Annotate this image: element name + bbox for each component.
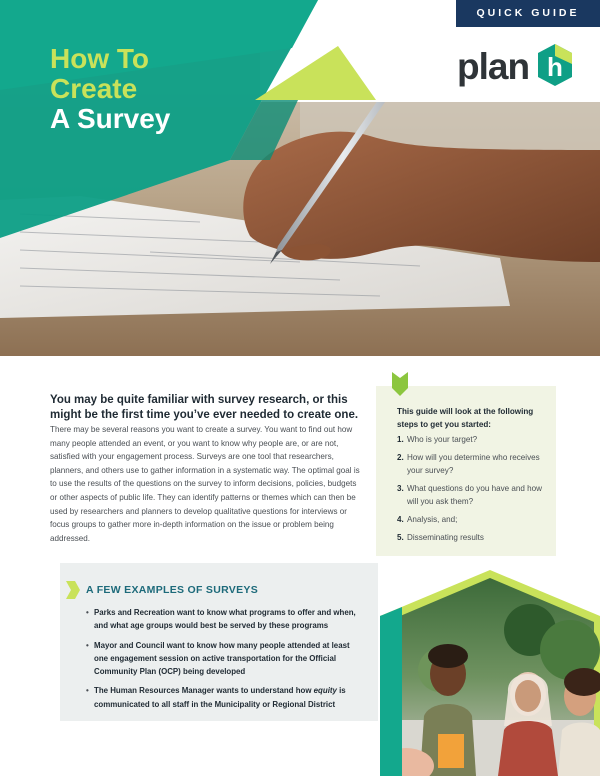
examples-heading: A FEW EXAMPLES OF SURVEYS — [86, 584, 259, 596]
title-line-3: A Survey — [50, 103, 171, 134]
chevron-right-icon — [66, 581, 80, 599]
example-text-end: is communicated to all staff in the Municipality or Regional District — [94, 686, 346, 709]
step-text: Who is your target? — [407, 435, 478, 444]
example-item — [86, 684, 356, 711]
step-number: 1. — [397, 435, 404, 444]
step-item — [397, 482, 547, 508]
steps-heading: This guide will look at the following steps to get you started: — [397, 407, 534, 429]
examples-list — [86, 606, 356, 717]
step-number: 3. — [397, 484, 404, 493]
page-title — [50, 44, 170, 134]
step-item — [397, 531, 547, 544]
step-text: How will you determine who receives your survey? — [407, 453, 540, 475]
quick-guide-badge: QUICK GUIDE — [456, 0, 600, 27]
chevron-down-icon — [392, 372, 408, 396]
people-photo — [380, 570, 600, 776]
title-line-1: How To — [50, 43, 150, 74]
step-text: What questions do you have and how will you ask them? — [407, 484, 542, 506]
intro-body: There may be several reasons you want to create a survey. You want to find out how many people attended an event, or you want to know why people are, or are not, satisfied with your engagement process. Surveys are one tool that researchers, planners, and others use to gather information in a systematic way. The optimal goal is to use the results of the questions on the survey to inform decisions, policies, budgets or other aspects of public life. They can identify patterns or themes which can then be used by researchers and planners to develop qualitative questions for interviews or focus groups to gather more in-depth information on the issue or problem being addressed. — [50, 425, 360, 543]
step-number: 5. — [397, 533, 404, 542]
intro-heading: You may be quite familiar with survey research, or this might be the first time you’ve ever needed to create one. — [50, 394, 359, 421]
example-item: • Mayor and Council want to know how many people attended at least one engagement session on active transportation for the Official Community Plan (OCP) being developed — [86, 639, 356, 679]
title-line-2: Create — [50, 73, 138, 104]
step-text: Disseminating results — [407, 533, 484, 542]
step-item — [397, 433, 547, 446]
step-number: 4. — [397, 515, 404, 524]
example-item: • Parks and Recreation want to know what programs to offer and when, and what age groups would best be served by these programs — [86, 606, 356, 633]
step-item — [397, 513, 547, 526]
example-text-start: The Human Resources Manager wants to understand how — [94, 686, 314, 696]
step-text: Analysis, and; — [407, 515, 458, 524]
example-emphasis: equity — [313, 686, 337, 696]
planh-logo — [457, 44, 572, 89]
logo-mark-letter: h — [547, 52, 563, 82]
step-number: 2. — [397, 453, 404, 462]
logo-h-icon — [538, 44, 572, 86]
steps-list — [397, 433, 547, 549]
step-item — [397, 451, 547, 477]
logo-wordmark: plan — [457, 46, 530, 87]
